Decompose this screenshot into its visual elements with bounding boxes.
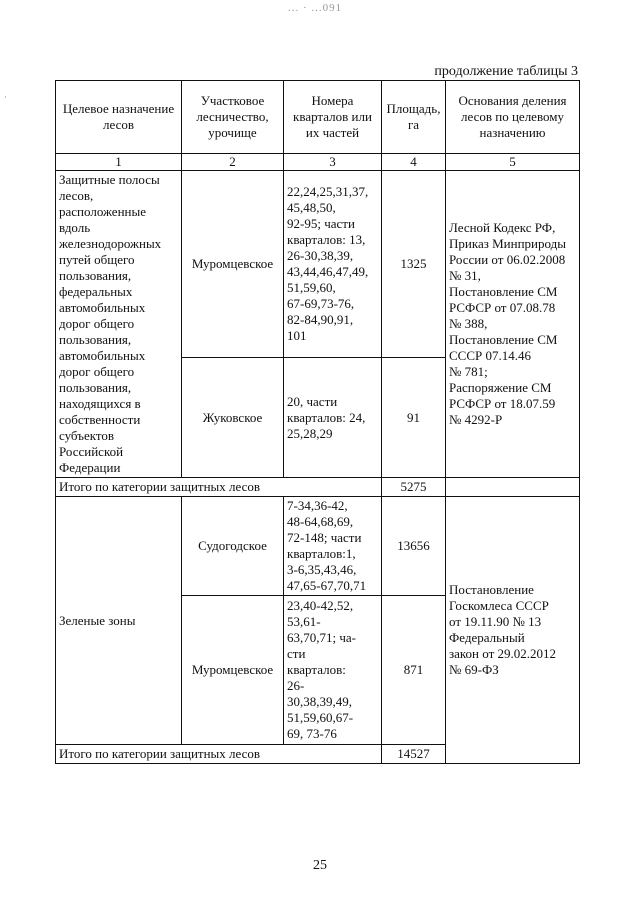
district-cell: Муромцевское <box>182 171 284 358</box>
basis-cell-green-zones: Постановление Госкомлеса СССР от 19.11.90 № 13 Федеральный закон от 29.02.2012 № 69-ФЗ <box>446 497 580 764</box>
quarters-cell: 20, части кварталов: 24, 25,28,29 <box>284 358 382 478</box>
district-cell: Судогодское <box>182 497 284 596</box>
header-basis: Основания деления лесов по целевому назначению <box>446 81 580 154</box>
subtotal-value: 14527 <box>382 745 446 764</box>
basis-cell-protective-strips: Лесной Кодекс РФ, Приказ Минприроды России от 06.02.2008 № 31, Постановление СМ РСФСР от 07.08.78 № 388, Постановление СМ СССР 07.14.46 № 781; Распоряжение СМ РСФСР от 18.07.59 № 4292-Р <box>446 171 580 478</box>
quarters-cell: 7-34,36-42, 48-64,68,69, 72-148; части кварталов:1, 3-6,35,43,46, 47,65-67,70,71 <box>284 497 382 596</box>
column-number: 1 <box>56 154 182 171</box>
table-header-row <box>56 81 580 154</box>
header-area: Площадь, га <box>382 81 446 154</box>
subtotal-row <box>56 478 580 497</box>
district-cell: Жуковское <box>182 358 284 478</box>
district-cell: Муромцевское <box>182 596 284 745</box>
empty-cell <box>446 478 580 497</box>
quarters-cell: 22,24,25,31,37, 45,48,50, 92-95; части кварталов: 13, 26-30,38,39, 43,44,46,47,49, 51,59,60, 67-69,73-76, 82-84,90,91, 101 <box>284 171 382 358</box>
column-number: 4 <box>382 154 446 171</box>
header-purpose: Целевое назначение лесов <box>56 81 182 154</box>
quarters-cell: 23,40-42,52, 53,61- 63,70,71; ча- сти кварталов: 26- 30,38,39,49, 51,59,60,67- 69, 73-76 <box>284 596 382 745</box>
column-number: 3 <box>284 154 382 171</box>
subtotal-label: Итого по категории защитных лесов <box>56 478 382 497</box>
header-district: Участковое лесничество, урочище <box>182 81 284 154</box>
column-number-row <box>56 154 580 171</box>
subtotal-label: Итого по категории защитных лесов <box>56 745 382 764</box>
page-number: 25 <box>313 858 327 873</box>
table-row <box>56 497 580 596</box>
header-quarters: Номера кварталов или их частей <box>284 81 382 154</box>
purpose-cell-protective-strips: Защитные полосы лесов, расположенные вдоль железнодорожных путей общего пользования, федеральных автомобильных дорог общего пользования, автомобильных дорог общего пользования, находящихся в собственности субъектов Российской Федерации <box>56 171 182 478</box>
subtotal-value: 5275 <box>382 478 446 497</box>
area-cell: 1325 <box>382 171 446 358</box>
column-number: 2 <box>182 154 284 171</box>
purpose-cell-green-zones: Зеленые зоны <box>56 497 182 745</box>
table-row <box>56 171 580 358</box>
area-cell: 91 <box>382 358 446 478</box>
area-cell: 13656 <box>382 497 446 596</box>
archive-stamp: ... · ...091 <box>288 2 343 14</box>
table-continuation-caption: продолжение таблицы 3 <box>434 64 578 79</box>
column-number: 5 <box>446 154 580 171</box>
area-cell: 871 <box>382 596 446 745</box>
forest-purpose-table <box>55 80 580 764</box>
margin-mark: · <box>4 92 7 102</box>
